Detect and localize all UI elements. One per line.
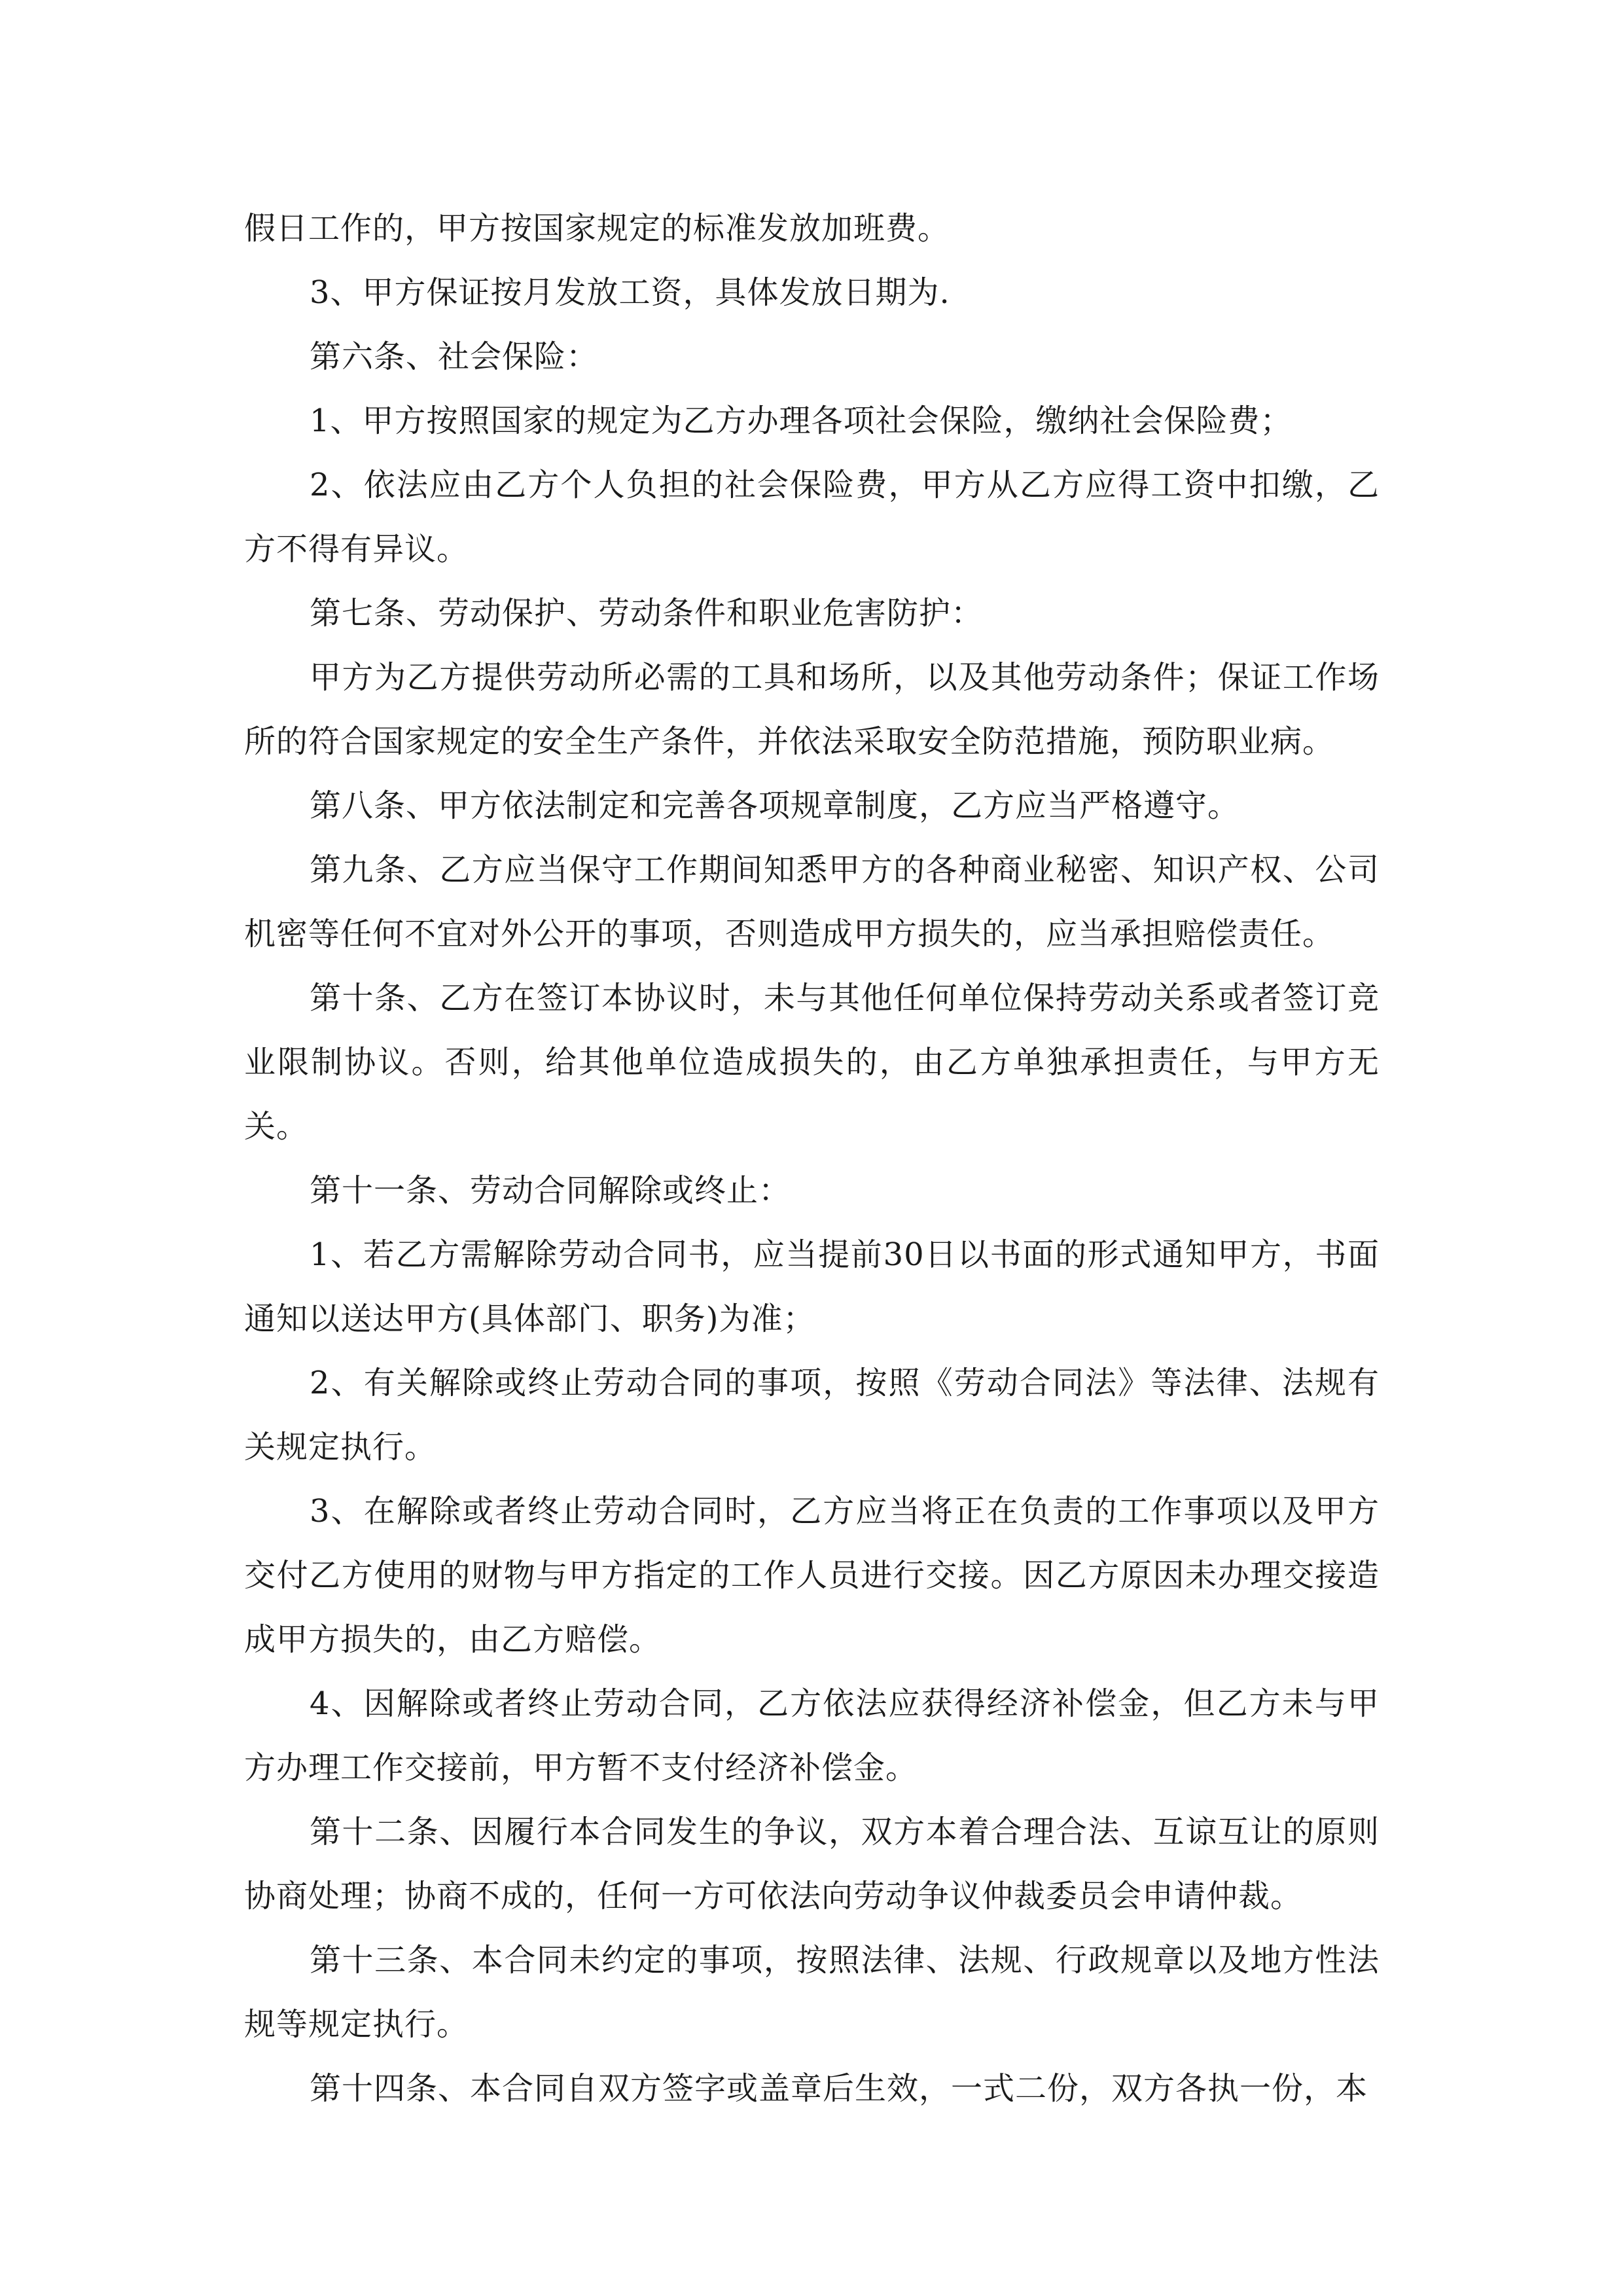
article-14: 第十四条、本合同自双方签字或盖章后生效，一式二份，双方各执一份，本: [310, 2070, 1368, 2107]
paragraph-salary-date: 3、甲方保证按月发放工资，具体发放日期为.: [310, 274, 950, 311]
contract-body: [244, 196, 1380, 2121]
article-9: 第九条、乙方应当保守工作期间知悉甲方的各种商业秘密、知识产权、公司机密等任何不宜对外公开的事项，否则造成甲方损失的，应当承担赔偿责任。: [244, 852, 1380, 952]
paragraph-social-insurance-2: 2、依法应由乙方个人负担的社会保险费，甲方从乙方应得工资中扣缴，乙方不得有异议。: [244, 467, 1380, 567]
paragraph-termination-2: 2、有关解除或终止劳动合同的事项，按照《劳动合同法》等法律、法规有关规定执行。: [244, 1365, 1380, 1465]
article-8: 第八条、甲方依法制定和完善各项规章制度，乙方应当严格遵守。: [310, 787, 1240, 824]
article-13: 第十三条、本合同未约定的事项，按照法律、法规、行政规章以及地方性法规等规定执行。: [244, 1942, 1380, 2043]
paragraph-termination-1: 1、若乙方需解除劳动合同书，应当提前30日以书面的形式通知甲方，书面通知以送达甲方(具体部门、职务)为准；: [244, 1236, 1380, 1337]
paragraph-overtime-pay: 假日工作的，甲方按国家规定的标准发放加班费。: [244, 210, 950, 247]
paragraph-termination-3: 3、在解除或者终止劳动合同时，乙方应当将正在负责的工作事项以及甲方交付乙方使用的财物与甲方指定的工作人员进行交接。因乙方原因未办理交接造成甲方损失的，由乙方赔偿。: [244, 1493, 1380, 1658]
paragraph-termination-4: 4、因解除或者终止劳动合同，乙方依法应获得经济补偿金，但乙方未与甲方办理工作交接前，甲方暂不支付经济补偿金。: [244, 1685, 1380, 1786]
article-7-heading: 第七条、劳动保护、劳动条件和职业危害防护：: [310, 595, 984, 632]
article-12: 第十二条、因履行本合同发生的争议，双方本着合理合法、互谅互让的原则协商处理；协商不成的，任何一方可依法向劳动争议仲裁委员会申请仲裁。: [244, 1814, 1380, 1914]
paragraph-social-insurance-1: 1、甲方按照国家的规定为乙方办理各项社会保险，缴纳社会保险费；: [310, 403, 1293, 439]
article-10: 第十条、乙方在签订本协议时，未与其他任何单位保持劳动关系或者签订竞业限制协议。否则，给其他单位造成损失的，由乙方单独承担责任，与甲方无关。: [244, 980, 1380, 1145]
article-11-heading: 第十一条、劳动合同解除或终止：: [310, 1172, 791, 1209]
paragraph-labor-protection: 甲方为乙方提供劳动所必需的工具和场所，以及其他劳动条件；保证工作场所的符合国家规定的安全生产条件，并依法采取安全防范措施，预防职业病。: [244, 659, 1380, 760]
article-6-heading: 第六条、社会保险：: [310, 338, 599, 375]
